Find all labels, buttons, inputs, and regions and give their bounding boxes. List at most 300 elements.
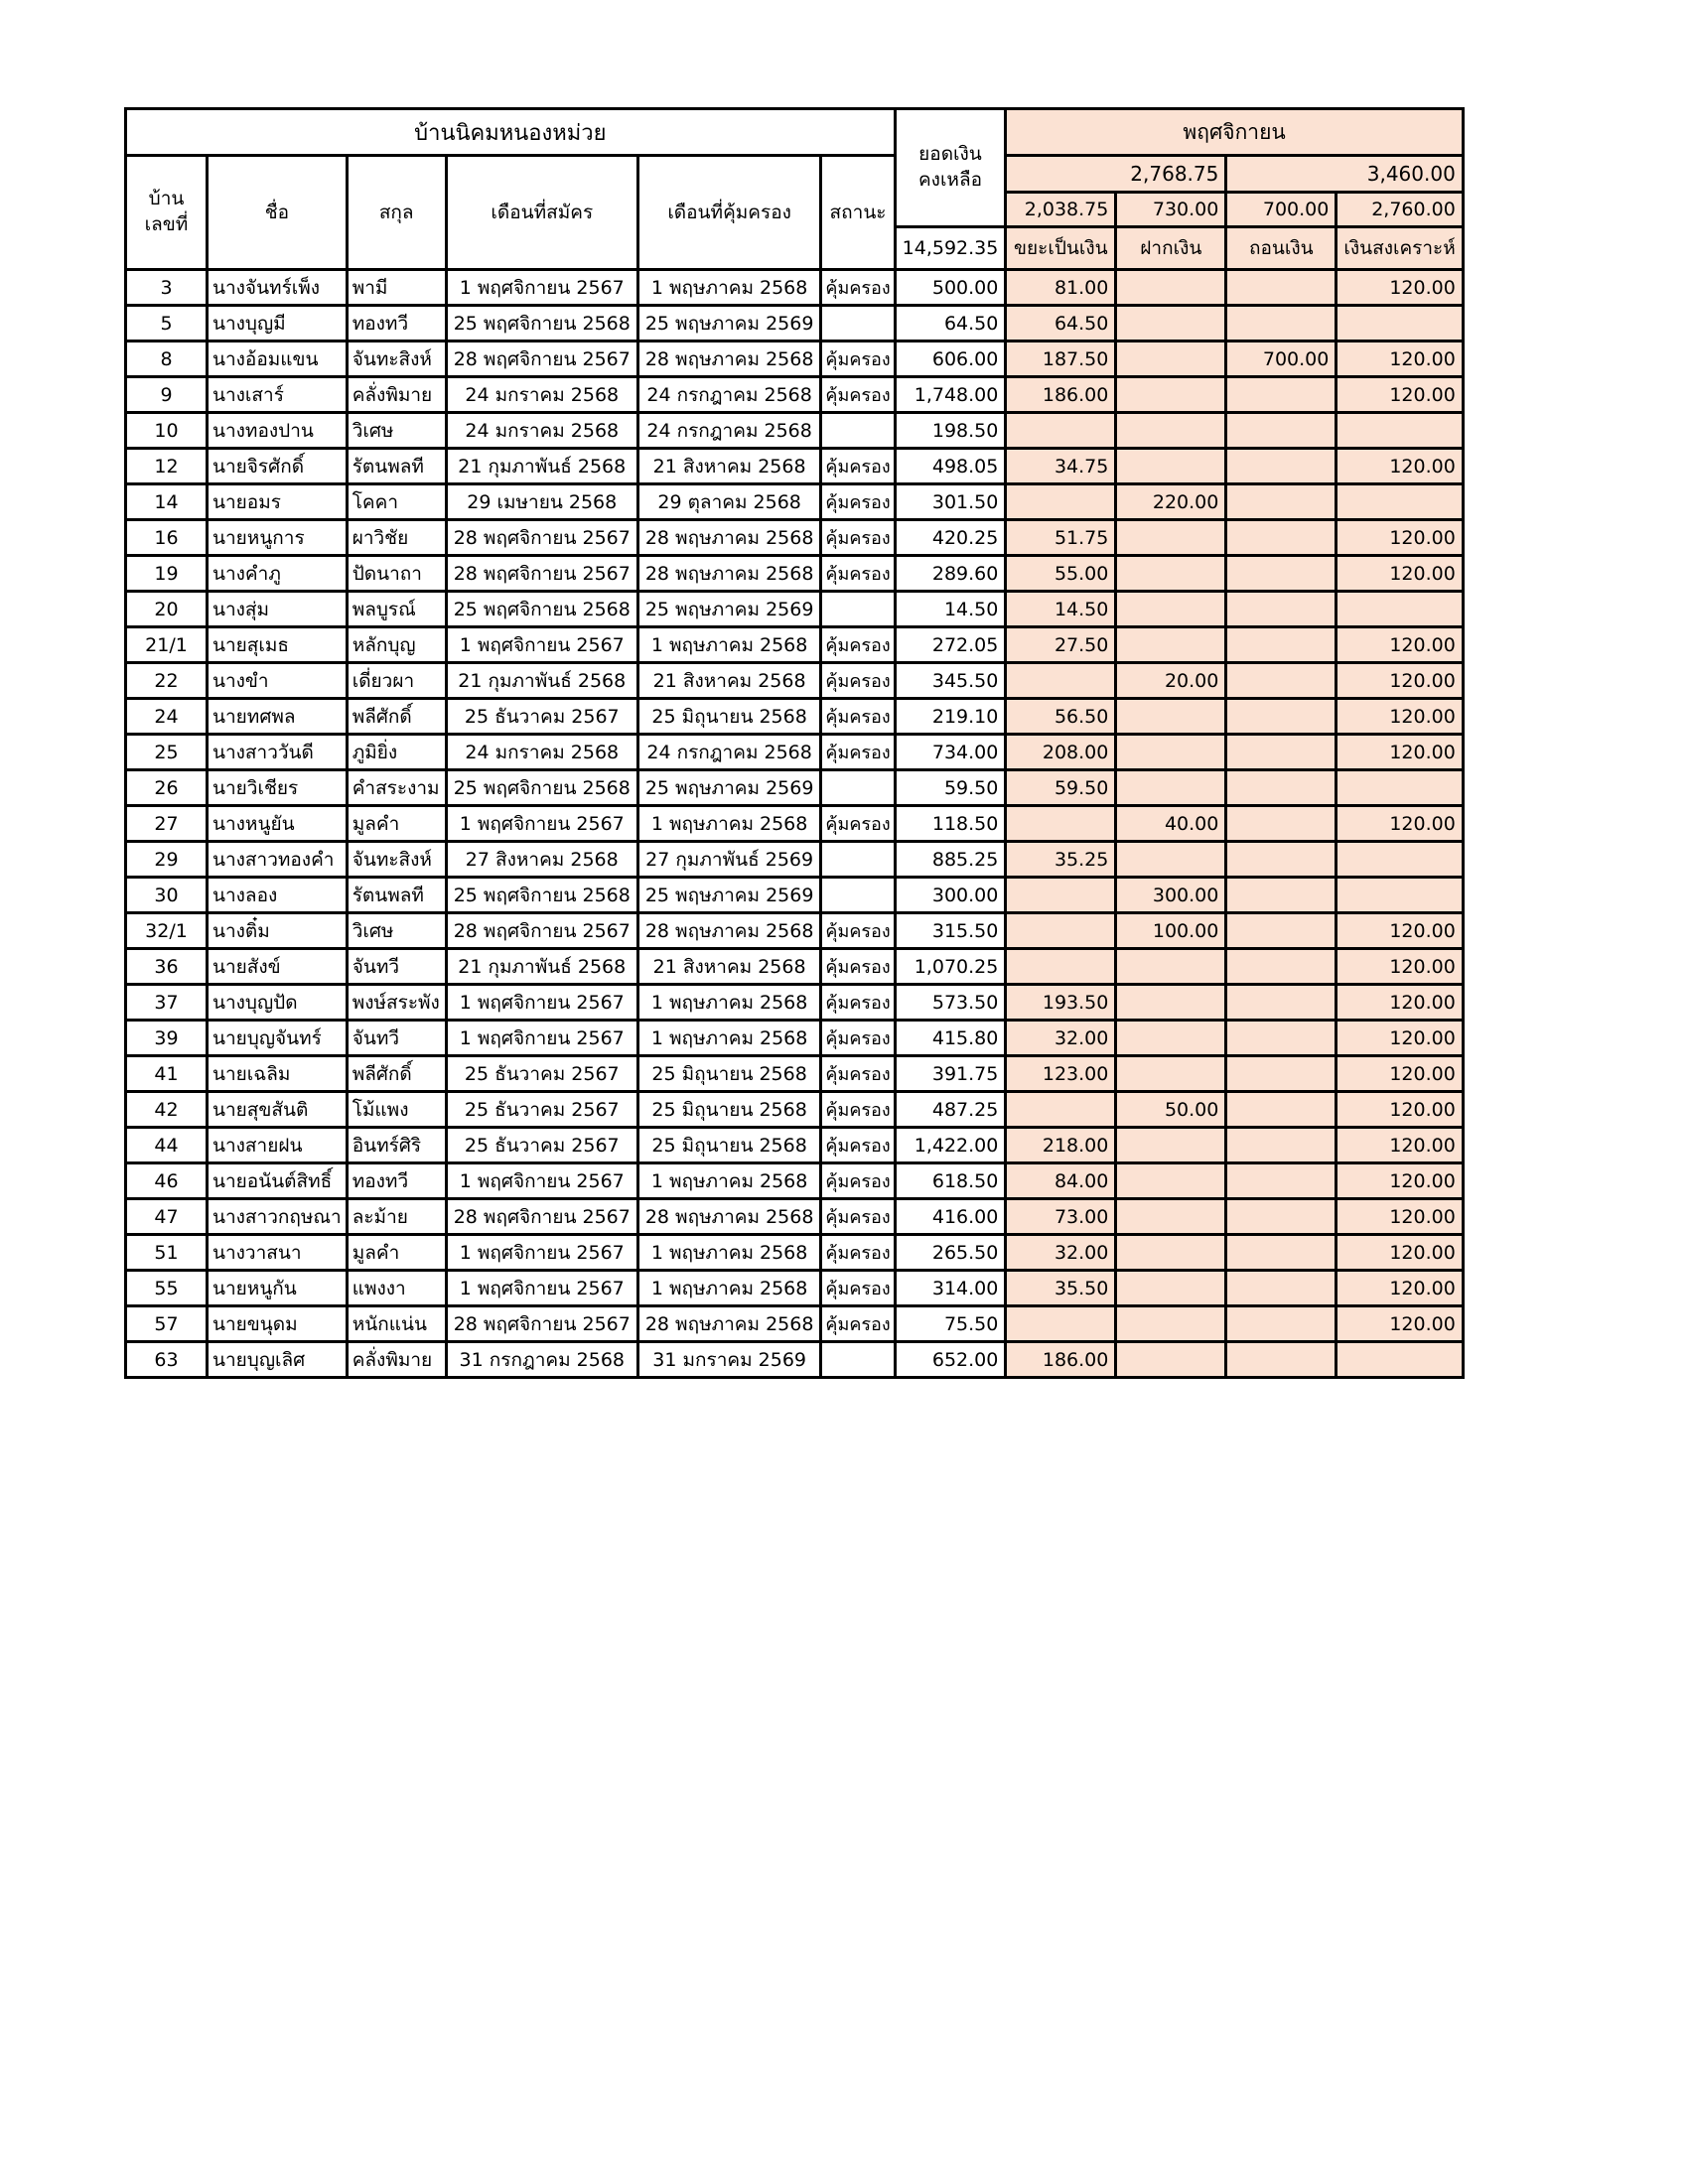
cell-cover-month: 29 ตุลาคม 2568 bbox=[637, 484, 821, 520]
cell-deposit bbox=[1116, 1235, 1226, 1271]
cell-cover-month: 21 สิงหาคม 2568 bbox=[637, 949, 821, 985]
cell-withdraw bbox=[1226, 449, 1336, 484]
cell-welfare: 120.00 bbox=[1336, 806, 1463, 842]
cell-balance: 64.50 bbox=[895, 306, 1006, 341]
cell-deposit: 220.00 bbox=[1116, 484, 1226, 520]
cell-apply-month: 28 พฤศจิกายน 2567 bbox=[446, 913, 637, 949]
cell-withdraw bbox=[1226, 1235, 1336, 1271]
cell-first-name: นายขนุดม bbox=[208, 1306, 348, 1342]
cell-balance: 734.00 bbox=[895, 735, 1006, 770]
cell-cover-month: 28 พฤษภาคม 2568 bbox=[637, 520, 821, 556]
cell-welfare: 120.00 bbox=[1336, 341, 1463, 377]
cell-balance: 314.00 bbox=[895, 1271, 1006, 1306]
cell-apply-month: 21 กุมภาพันธ์ 2568 bbox=[446, 949, 637, 985]
month-header: พฤศจิกายน bbox=[1006, 109, 1463, 156]
cell-deposit bbox=[1116, 1271, 1226, 1306]
table-row bbox=[126, 699, 1464, 735]
cell-status: คุ้มครอง bbox=[821, 913, 895, 949]
cell-deposit bbox=[1116, 413, 1226, 449]
cell-deposit bbox=[1116, 1021, 1226, 1056]
cell-garbage-money bbox=[1006, 1092, 1116, 1128]
cell-status bbox=[821, 592, 895, 627]
total-garbage-money: 2,038.75 bbox=[1006, 193, 1116, 227]
cell-withdraw bbox=[1226, 1092, 1336, 1128]
table-row bbox=[126, 913, 1464, 949]
cell-last-name: จันทวี bbox=[347, 949, 446, 985]
cell-deposit bbox=[1116, 520, 1226, 556]
cell-status: คุ้มครอง bbox=[821, 270, 895, 306]
cell-house-no: 25 bbox=[126, 735, 208, 770]
cell-welfare: 120.00 bbox=[1336, 1271, 1463, 1306]
cell-garbage-money: 186.00 bbox=[1006, 377, 1116, 413]
cell-welfare: 120.00 bbox=[1336, 985, 1463, 1021]
cell-house-no: 12 bbox=[126, 449, 208, 484]
cell-deposit: 20.00 bbox=[1116, 663, 1226, 699]
cell-withdraw bbox=[1226, 770, 1336, 806]
cell-house-no: 3 bbox=[126, 270, 208, 306]
cell-first-name: นายสังข์ bbox=[208, 949, 348, 985]
cell-last-name: พงษ์สระพัง bbox=[347, 985, 446, 1021]
cell-apply-month: 25 พฤศจิกายน 2568 bbox=[446, 878, 637, 913]
cell-first-name: นางสายฝน bbox=[208, 1128, 348, 1163]
cell-balance: 500.00 bbox=[895, 270, 1006, 306]
table-body bbox=[126, 270, 1464, 1378]
cell-first-name: นางจันทร์เพ็ง bbox=[208, 270, 348, 306]
cell-cover-month: 28 พฤษภาคม 2568 bbox=[637, 1306, 821, 1342]
cell-status bbox=[821, 878, 895, 913]
column-header-cover-month: เดือนที่คุ้มครอง bbox=[637, 156, 821, 270]
cell-apply-month: 29 เมษายน 2568 bbox=[446, 484, 637, 520]
header-row-subtotals bbox=[126, 156, 1464, 193]
column-header-garbage-money: ขยะเป็นเงิน bbox=[1006, 227, 1116, 270]
cell-house-no: 39 bbox=[126, 1021, 208, 1056]
cell-garbage-money: 32.00 bbox=[1006, 1021, 1116, 1056]
cell-first-name: นางวาสนา bbox=[208, 1235, 348, 1271]
cell-withdraw bbox=[1226, 735, 1336, 770]
cell-house-no: 14 bbox=[126, 484, 208, 520]
cell-welfare: 120.00 bbox=[1336, 699, 1463, 735]
cell-last-name: พลบูรณ์ bbox=[347, 592, 446, 627]
total-welfare: 2,760.00 bbox=[1336, 193, 1463, 227]
house-header-line2: เลขที่ bbox=[144, 213, 189, 235]
cell-last-name: ทองทวี bbox=[347, 306, 446, 341]
cell-withdraw bbox=[1226, 592, 1336, 627]
cell-balance: 59.50 bbox=[895, 770, 1006, 806]
cell-withdraw: 700.00 bbox=[1226, 341, 1336, 377]
cell-house-no: 29 bbox=[126, 842, 208, 878]
cell-garbage-money: 186.00 bbox=[1006, 1342, 1116, 1378]
cell-garbage-money: 32.00 bbox=[1006, 1235, 1116, 1271]
cell-cover-month: 28 พฤษภาคม 2568 bbox=[637, 341, 821, 377]
cell-last-name: จันทะสิงห์ bbox=[347, 341, 446, 377]
cell-withdraw bbox=[1226, 699, 1336, 735]
cell-status bbox=[821, 306, 895, 341]
cell-first-name: นายสุเมธ bbox=[208, 627, 348, 663]
cell-house-no: 19 bbox=[126, 556, 208, 592]
cell-withdraw bbox=[1226, 306, 1336, 341]
cell-first-name: นายทศพล bbox=[208, 699, 348, 735]
cell-cover-month: 25 พฤษภาคม 2569 bbox=[637, 878, 821, 913]
cell-last-name: พามี bbox=[347, 270, 446, 306]
cell-apply-month: 24 มกราคม 2568 bbox=[446, 413, 637, 449]
cell-status: คุ้มครอง bbox=[821, 520, 895, 556]
cell-balance: 198.50 bbox=[895, 413, 1006, 449]
table-row bbox=[126, 520, 1464, 556]
column-header-withdraw: ถอนเงิน bbox=[1226, 227, 1336, 270]
cell-deposit bbox=[1116, 556, 1226, 592]
cell-welfare bbox=[1336, 592, 1463, 627]
cell-first-name: นายจิรศักดิ์ bbox=[208, 449, 348, 484]
cell-apply-month: 31 กรกฎาคม 2568 bbox=[446, 1342, 637, 1378]
cell-apply-month: 28 พฤศจิกายน 2567 bbox=[446, 520, 637, 556]
cell-cover-month: 1 พฤษภาคม 2568 bbox=[637, 270, 821, 306]
table-row bbox=[126, 1056, 1464, 1092]
cell-cover-month: 24 กรกฎาคม 2568 bbox=[637, 377, 821, 413]
cell-last-name: จันทะสิงห์ bbox=[347, 842, 446, 878]
cell-withdraw bbox=[1226, 878, 1336, 913]
cell-balance: 652.00 bbox=[895, 1342, 1006, 1378]
cell-status: คุ้มครอง bbox=[821, 1021, 895, 1056]
cell-balance: 14.50 bbox=[895, 592, 1006, 627]
cell-apply-month: 25 พฤศจิกายน 2568 bbox=[446, 306, 637, 341]
cell-apply-month: 1 พฤศจิกายน 2567 bbox=[446, 1235, 637, 1271]
cell-apply-month: 28 พฤศจิกายน 2567 bbox=[446, 1199, 637, 1235]
cell-garbage-money bbox=[1006, 878, 1116, 913]
cell-status: คุ้มครอง bbox=[821, 377, 895, 413]
cell-cover-month: 27 กุมภาพันธ์ 2569 bbox=[637, 842, 821, 878]
balance-total: 14,592.35 bbox=[895, 227, 1006, 270]
table-row bbox=[126, 1235, 1464, 1271]
table-row bbox=[126, 985, 1464, 1021]
cell-cover-month: 1 พฤษภาคม 2568 bbox=[637, 1271, 821, 1306]
cell-deposit bbox=[1116, 1306, 1226, 1342]
cell-balance: 301.50 bbox=[895, 484, 1006, 520]
cell-last-name: โคคา bbox=[347, 484, 446, 520]
cell-welfare: 120.00 bbox=[1336, 1021, 1463, 1056]
cell-apply-month: 1 พฤศจิกายน 2567 bbox=[446, 1271, 637, 1306]
cell-first-name: นางบุญมี bbox=[208, 306, 348, 341]
cell-apply-month: 1 พฤศจิกายน 2567 bbox=[446, 1163, 637, 1199]
cell-cover-month: 21 สิงหาคม 2568 bbox=[637, 663, 821, 699]
cell-status: คุ้มครอง bbox=[821, 1306, 895, 1342]
cell-withdraw bbox=[1226, 413, 1336, 449]
cell-welfare bbox=[1336, 413, 1463, 449]
table-row bbox=[126, 1092, 1464, 1128]
cell-apply-month: 1 พฤศจิกายน 2567 bbox=[446, 985, 637, 1021]
cell-first-name: นางติ๋ม bbox=[208, 913, 348, 949]
cell-first-name: นางอ้อมแขน bbox=[208, 341, 348, 377]
cell-garbage-money bbox=[1006, 413, 1116, 449]
cell-deposit bbox=[1116, 270, 1226, 306]
cell-cover-month: 1 พฤษภาคม 2568 bbox=[637, 1163, 821, 1199]
cell-deposit bbox=[1116, 949, 1226, 985]
cell-house-no: 41 bbox=[126, 1056, 208, 1092]
cell-welfare: 120.00 bbox=[1336, 663, 1463, 699]
cell-house-no: 9 bbox=[126, 377, 208, 413]
cell-last-name: หนักแน่น bbox=[347, 1306, 446, 1342]
table-row bbox=[126, 806, 1464, 842]
table-row bbox=[126, 592, 1464, 627]
total-deposit: 730.00 bbox=[1116, 193, 1226, 227]
cell-first-name: นางลอง bbox=[208, 878, 348, 913]
table-row bbox=[126, 270, 1464, 306]
cell-balance: 118.50 bbox=[895, 806, 1006, 842]
cell-deposit: 300.00 bbox=[1116, 878, 1226, 913]
house-header-line1: บ้าน bbox=[148, 188, 185, 210]
cell-apply-month: 25 ธันวาคม 2567 bbox=[446, 699, 637, 735]
cell-balance: 885.25 bbox=[895, 842, 1006, 878]
cell-deposit bbox=[1116, 341, 1226, 377]
cell-balance: 265.50 bbox=[895, 1235, 1006, 1271]
cell-welfare: 120.00 bbox=[1336, 913, 1463, 949]
cell-balance: 1,422.00 bbox=[895, 1128, 1006, 1163]
cell-balance: 289.60 bbox=[895, 556, 1006, 592]
column-header-house-no bbox=[126, 156, 208, 270]
column-header-last-name: สกุล bbox=[347, 156, 446, 270]
cell-welfare: 120.00 bbox=[1336, 1306, 1463, 1342]
cell-garbage-money: 35.25 bbox=[1006, 842, 1116, 878]
cell-garbage-money: 81.00 bbox=[1006, 270, 1116, 306]
cell-garbage-money: 123.00 bbox=[1006, 1056, 1116, 1092]
cell-welfare bbox=[1336, 878, 1463, 913]
table-row bbox=[126, 413, 1464, 449]
table-row bbox=[126, 949, 1464, 985]
cell-cover-month: 28 พฤษภาคม 2568 bbox=[637, 1199, 821, 1235]
cell-house-no: 24 bbox=[126, 699, 208, 735]
cell-house-no: 16 bbox=[126, 520, 208, 556]
balance-header-line2: คงเหลือ bbox=[917, 169, 983, 191]
cell-house-no: 51 bbox=[126, 1235, 208, 1271]
cell-cover-month: 1 พฤษภาคม 2568 bbox=[637, 627, 821, 663]
cell-welfare bbox=[1336, 770, 1463, 806]
table-row bbox=[126, 341, 1464, 377]
table-row bbox=[126, 449, 1464, 484]
cell-first-name: นางคำภู bbox=[208, 556, 348, 592]
cell-cover-month: 24 กรกฎาคม 2568 bbox=[637, 735, 821, 770]
cell-house-no: 10 bbox=[126, 413, 208, 449]
cell-welfare: 120.00 bbox=[1336, 1128, 1463, 1163]
cell-house-no: 46 bbox=[126, 1163, 208, 1199]
cell-cover-month: 25 พฤษภาคม 2569 bbox=[637, 770, 821, 806]
table-row bbox=[126, 627, 1464, 663]
cell-cover-month: 1 พฤษภาคม 2568 bbox=[637, 985, 821, 1021]
cell-balance: 573.50 bbox=[895, 985, 1006, 1021]
cell-last-name: รัตนพลที bbox=[347, 878, 446, 913]
cell-apply-month: 25 พฤศจิกายน 2568 bbox=[446, 770, 637, 806]
cell-cover-month: 28 พฤษภาคม 2568 bbox=[637, 913, 821, 949]
column-header-deposit: ฝากเงิน bbox=[1116, 227, 1226, 270]
cell-withdraw bbox=[1226, 1021, 1336, 1056]
table-row bbox=[126, 1199, 1464, 1235]
cell-deposit bbox=[1116, 449, 1226, 484]
cell-welfare: 120.00 bbox=[1336, 949, 1463, 985]
cell-first-name: นางขำ bbox=[208, 663, 348, 699]
cell-balance: 415.80 bbox=[895, 1021, 1006, 1056]
cell-apply-month: 1 พฤศจิกายน 2567 bbox=[446, 627, 637, 663]
cell-first-name: นายบุญเลิศ bbox=[208, 1342, 348, 1378]
cell-garbage-money: 193.50 bbox=[1006, 985, 1116, 1021]
cell-cover-month: 1 พฤษภาคม 2568 bbox=[637, 806, 821, 842]
cell-withdraw bbox=[1226, 556, 1336, 592]
cell-last-name: โม้แพง bbox=[347, 1092, 446, 1128]
cell-welfare: 120.00 bbox=[1336, 377, 1463, 413]
cell-balance: 498.05 bbox=[895, 449, 1006, 484]
cell-first-name: นางสาวทองคำ bbox=[208, 842, 348, 878]
column-header-first-name: ชื่อ bbox=[208, 156, 348, 270]
cell-house-no: 8 bbox=[126, 341, 208, 377]
cell-deposit bbox=[1116, 306, 1226, 341]
cell-apply-month: 1 พฤศจิกายน 2567 bbox=[446, 270, 637, 306]
cell-withdraw bbox=[1226, 520, 1336, 556]
cell-balance: 391.75 bbox=[895, 1056, 1006, 1092]
cell-garbage-money: 64.50 bbox=[1006, 306, 1116, 341]
cell-deposit bbox=[1116, 699, 1226, 735]
cell-cover-month: 24 กรกฎาคม 2568 bbox=[637, 413, 821, 449]
cell-welfare: 120.00 bbox=[1336, 627, 1463, 663]
cell-deposit: 100.00 bbox=[1116, 913, 1226, 949]
cell-house-no: 5 bbox=[126, 306, 208, 341]
table-row bbox=[126, 306, 1464, 341]
cell-status bbox=[821, 1342, 895, 1378]
cell-last-name: ปัดนาถา bbox=[347, 556, 446, 592]
subtotal-withdraw-welfare: 3,460.00 bbox=[1226, 156, 1463, 193]
cell-cover-month: 25 มิถุนายน 2568 bbox=[637, 1056, 821, 1092]
cell-apply-month: 24 มกราคม 2568 bbox=[446, 377, 637, 413]
balance-header-line1: ยอดเงิน bbox=[918, 143, 982, 166]
cell-cover-month: 25 มิถุนายน 2568 bbox=[637, 1128, 821, 1163]
cell-last-name: หลักบุญ bbox=[347, 627, 446, 663]
table-row bbox=[126, 1306, 1464, 1342]
table-row bbox=[126, 484, 1464, 520]
cell-deposit bbox=[1116, 1056, 1226, 1092]
cell-status: คุ้มครอง bbox=[821, 1128, 895, 1163]
cell-welfare bbox=[1336, 842, 1463, 878]
cell-status: คุ้มครอง bbox=[821, 1163, 895, 1199]
cell-status: คุ้มครอง bbox=[821, 949, 895, 985]
cell-first-name: นายอมร bbox=[208, 484, 348, 520]
table-row bbox=[126, 1271, 1464, 1306]
cell-status: คุ้มครอง bbox=[821, 1271, 895, 1306]
cell-apply-month: 21 กุมภาพันธ์ 2568 bbox=[446, 663, 637, 699]
cell-garbage-money: 59.50 bbox=[1006, 770, 1116, 806]
cell-first-name: นางบุญปัด bbox=[208, 985, 348, 1021]
column-header-welfare: เงินสงเคราะห์ bbox=[1336, 227, 1463, 270]
cell-first-name: นายหนูการ bbox=[208, 520, 348, 556]
cell-cover-month: 28 พฤษภาคม 2568 bbox=[637, 556, 821, 592]
cell-welfare: 120.00 bbox=[1336, 449, 1463, 484]
cell-deposit: 50.00 bbox=[1116, 1092, 1226, 1128]
cell-deposit bbox=[1116, 735, 1226, 770]
cell-house-no: 57 bbox=[126, 1306, 208, 1342]
cell-status: คุ้มครอง bbox=[821, 735, 895, 770]
cell-balance: 300.00 bbox=[895, 878, 1006, 913]
cell-apply-month: 28 พฤศจิกายน 2567 bbox=[446, 556, 637, 592]
cell-withdraw bbox=[1226, 1199, 1336, 1235]
cell-deposit bbox=[1116, 377, 1226, 413]
cell-garbage-money: 55.00 bbox=[1006, 556, 1116, 592]
cell-house-no: 27 bbox=[126, 806, 208, 842]
column-header-balance bbox=[895, 109, 1006, 227]
table-row bbox=[126, 1342, 1464, 1378]
cell-last-name: อินทร์ศิริ bbox=[347, 1128, 446, 1163]
cell-cover-month: 1 พฤษภาคม 2568 bbox=[637, 1235, 821, 1271]
table-row bbox=[126, 735, 1464, 770]
cell-balance: 1,748.00 bbox=[895, 377, 1006, 413]
cell-house-no: 63 bbox=[126, 1342, 208, 1378]
cell-house-no: 20 bbox=[126, 592, 208, 627]
cell-balance: 416.00 bbox=[895, 1199, 1006, 1235]
cell-first-name: นายบุญจันทร์ bbox=[208, 1021, 348, 1056]
cell-withdraw bbox=[1226, 1342, 1336, 1378]
cell-house-no: 22 bbox=[126, 663, 208, 699]
cell-deposit bbox=[1116, 1128, 1226, 1163]
cell-withdraw bbox=[1226, 663, 1336, 699]
cell-welfare: 120.00 bbox=[1336, 1163, 1463, 1199]
cell-balance: 75.50 bbox=[895, 1306, 1006, 1342]
cell-status: คุ้มครอง bbox=[821, 1092, 895, 1128]
cell-welfare: 120.00 bbox=[1336, 1235, 1463, 1271]
cell-last-name: วิเศษ bbox=[347, 913, 446, 949]
cell-house-no: 32/1 bbox=[126, 913, 208, 949]
cell-status: คุ้มครอง bbox=[821, 449, 895, 484]
cell-garbage-money: 34.75 bbox=[1006, 449, 1116, 484]
cell-balance: 345.50 bbox=[895, 663, 1006, 699]
cell-first-name: นายเฉลิม bbox=[208, 1056, 348, 1092]
cell-apply-month: 24 มกราคม 2568 bbox=[446, 735, 637, 770]
cell-status: คุ้มครอง bbox=[821, 806, 895, 842]
cell-withdraw bbox=[1226, 842, 1336, 878]
cell-apply-month: 21 กุมภาพันธ์ 2568 bbox=[446, 449, 637, 484]
member-ledger-table bbox=[124, 107, 1465, 1379]
cell-house-no: 37 bbox=[126, 985, 208, 1021]
cell-status bbox=[821, 842, 895, 878]
cell-last-name: จันทวี bbox=[347, 1021, 446, 1056]
cell-garbage-money: 84.00 bbox=[1006, 1163, 1116, 1199]
cell-welfare: 120.00 bbox=[1336, 1092, 1463, 1128]
cell-cover-month: 25 พฤษภาคม 2569 bbox=[637, 592, 821, 627]
cell-first-name: นางสุ่ม bbox=[208, 592, 348, 627]
cell-withdraw bbox=[1226, 377, 1336, 413]
cell-garbage-money: 56.50 bbox=[1006, 699, 1116, 735]
cell-cover-month: 25 มิถุนายน 2568 bbox=[637, 1092, 821, 1128]
table-row bbox=[126, 770, 1464, 806]
cell-last-name: มูลคำ bbox=[347, 1235, 446, 1271]
cell-deposit bbox=[1116, 842, 1226, 878]
cell-house-no: 30 bbox=[126, 878, 208, 913]
cell-first-name: นายสุขสันติ bbox=[208, 1092, 348, 1128]
cell-first-name: นางทองปาน bbox=[208, 413, 348, 449]
cell-last-name: รัตนพลที bbox=[347, 449, 446, 484]
cell-status: คุ้มครอง bbox=[821, 627, 895, 663]
cell-balance: 1,070.25 bbox=[895, 949, 1006, 985]
header-row-title bbox=[126, 109, 1464, 156]
cell-status: คุ้มครอง bbox=[821, 663, 895, 699]
subtotal-garbage-deposit: 2,768.75 bbox=[1006, 156, 1226, 193]
cell-status: คุ้มครอง bbox=[821, 484, 895, 520]
cell-house-no: 44 bbox=[126, 1128, 208, 1163]
cell-apply-month: 28 พฤศจิกายน 2567 bbox=[446, 1306, 637, 1342]
cell-garbage-money: 208.00 bbox=[1006, 735, 1116, 770]
cell-withdraw bbox=[1226, 484, 1336, 520]
column-header-status: สถานะ bbox=[821, 156, 895, 270]
cell-withdraw bbox=[1226, 913, 1336, 949]
cell-withdraw bbox=[1226, 1056, 1336, 1092]
cell-welfare bbox=[1336, 1342, 1463, 1378]
cell-apply-month: 28 พฤศจิกายน 2567 bbox=[446, 341, 637, 377]
cell-first-name: นายหนูกัน bbox=[208, 1271, 348, 1306]
cell-last-name: ทองทวี bbox=[347, 1163, 446, 1199]
cell-status bbox=[821, 770, 895, 806]
